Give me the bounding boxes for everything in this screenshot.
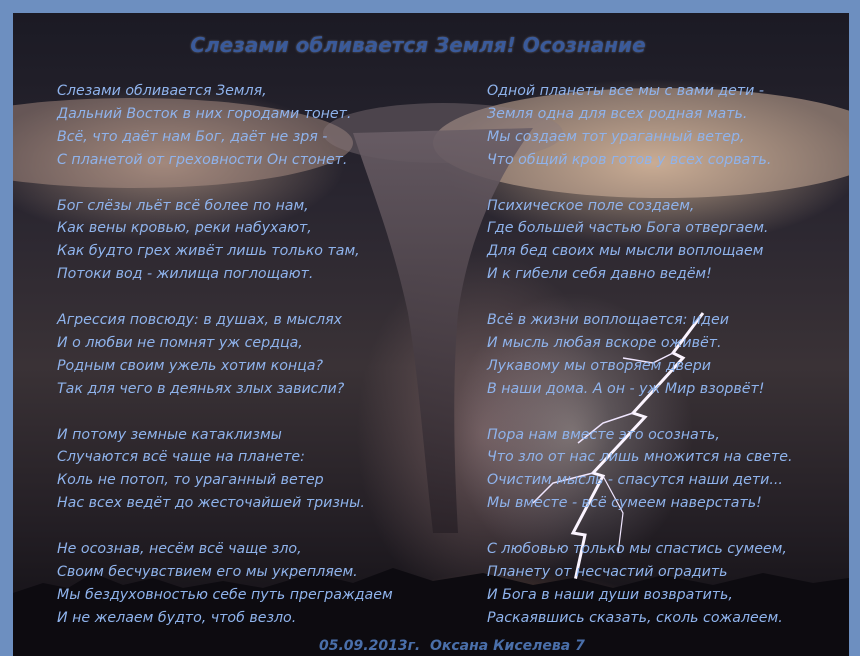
poem-line: Мы вместе - всё сумеем наверстать! — [487, 495, 762, 512]
poem-line: Психическое поле создаем, — [487, 197, 695, 214]
poem-line: Мы бездуховностью себе путь преграждаем — [57, 586, 393, 603]
poem-line: Коль не потоп, то ураганный ветер — [57, 472, 324, 489]
poem-line: И к гибели себя давно ведём! — [487, 266, 712, 283]
poem-line: Не осознав, несём всё чаще зло, — [57, 541, 302, 558]
poem-line: Нас всех ведёт до жесточайшей тризны. — [57, 495, 365, 512]
poem-line: И Бога в наши души возвратить, — [487, 586, 733, 603]
poem-line: Что зло от нас лишь множится на свете. — [487, 449, 793, 466]
poem-line: Мы создаем тот ураганный ветер, — [487, 128, 745, 145]
poem-signature: 05.09.2013г. Оксана Киселева 7 — [319, 638, 585, 654]
poem-line: Земля одна для всех родная мать. — [487, 105, 748, 122]
poem-line: Очистим мысль - спасутся наши дети... — [487, 472, 783, 489]
poem-line: Своим бесчувствием его мы укрепляем. — [57, 563, 358, 580]
poem-line: Всё в жизни воплощается: идеи — [487, 312, 729, 329]
poem-line: Всё, что даёт нам Бог, даёт не зря - — [57, 128, 328, 145]
poem-line: Случаются всё чаще на планете: — [57, 449, 305, 466]
poem-line: И о любви не помнят уж сердца, — [57, 334, 303, 351]
stanza-gap — [487, 286, 849, 309]
stanza-gap — [487, 515, 849, 538]
poem-line: Планету от несчастий оградить — [487, 563, 728, 580]
poem-line: С любовью только мы спастись сумеем, — [487, 541, 787, 558]
poem-line: Пора нам вместе это осознать, — [487, 426, 720, 443]
poem-line: Что общий кров готов у всех сорвать. — [487, 151, 772, 168]
poem-line: Где большей частью Бога отвергаем. — [487, 220, 769, 237]
poem-line: Дальний Восток в них городами тонет. — [57, 105, 352, 122]
stanza-gap — [487, 401, 849, 424]
poem-line: Агрессия повсюду: в душах, в мыслях — [57, 312, 343, 329]
poem-line: Как будто грех живёт лишь только там, — [57, 243, 360, 260]
poem-right-column — [487, 80, 849, 630]
stanza-gap — [57, 515, 467, 538]
poem-line: Слезами обливается Земля, — [57, 83, 267, 99]
poem-line: Так для чего в деяньях злых зависли? — [57, 380, 345, 397]
poem-line: Родным своим ужель хотим конца? — [57, 357, 324, 374]
poem-line: Одной планеты все мы с вами дети - — [487, 83, 764, 99]
poem-left-column — [57, 80, 467, 630]
poem-line: И потому земные катаклизмы — [57, 426, 282, 443]
poem-title: Слезами обливается Земля! Осознание — [190, 33, 646, 57]
stanza-gap — [487, 172, 849, 195]
poem-line: Лукавому мы отворяем двери — [487, 357, 711, 374]
stanza-gap — [57, 286, 467, 309]
poem-line: Как вены кровью, реки набухают, — [57, 220, 312, 237]
poem-line: Для бед своих мы мысли воплощаем — [487, 243, 764, 260]
poem-line: Бог слёзы льёт всё более по нам, — [57, 197, 309, 214]
poem-line: С планетой от греховности Он стонет. — [57, 151, 348, 168]
poem-line: И мысль любая вскоре оживёт. — [487, 334, 722, 351]
poem-line: Потоки вод - жилища поглощают. — [57, 266, 314, 283]
poem-line: Раскаявшись сказать, сколь сожалеем. — [487, 609, 783, 626]
stanza-gap — [57, 401, 467, 424]
storm-photo-background — [13, 13, 849, 656]
stanza-gap — [57, 172, 467, 195]
poem-line: И не желаем будто, чтоб везло. — [57, 609, 297, 626]
poem-line: В наши дома. А он - уж Мир взорвёт! — [487, 380, 765, 397]
